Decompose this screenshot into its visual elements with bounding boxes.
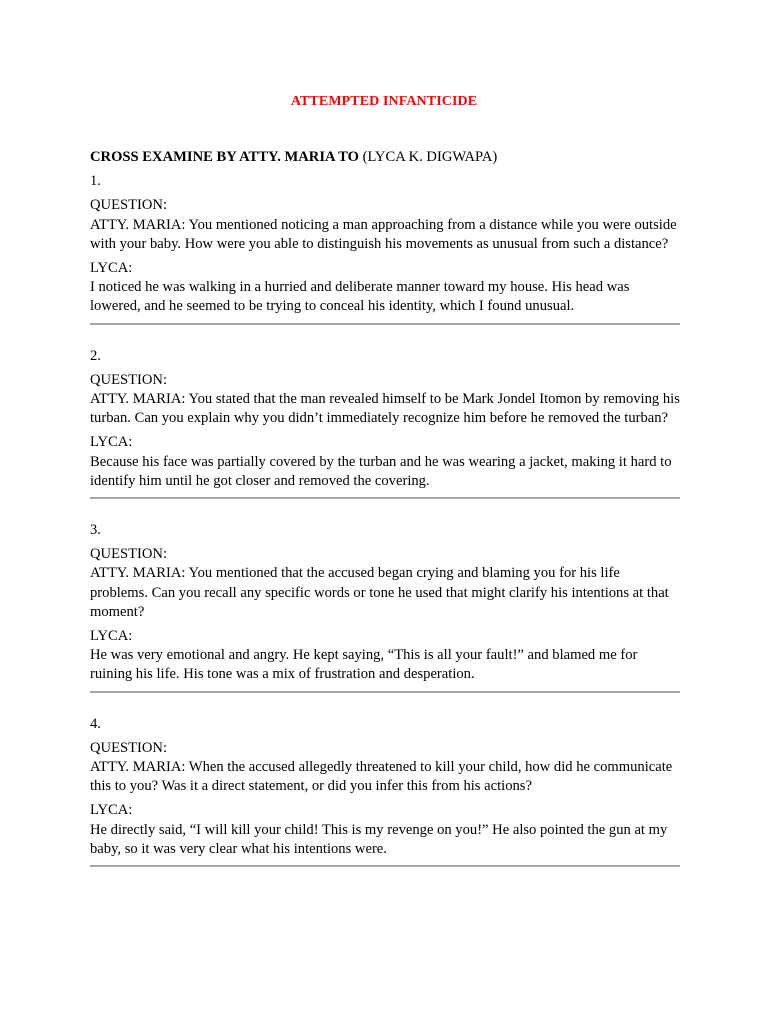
answer-text: I noticed he was walking in a hurried and deliberate manner toward my house. His head was lowered, and he seemed to be trying to conceal his identity, which I found unusual. — [90, 279, 630, 315]
section-divider — [90, 497, 680, 499]
section-divider — [90, 323, 680, 325]
section-divider — [90, 865, 680, 867]
qa-number: 4. — [90, 715, 101, 732]
qa-item — [90, 715, 680, 867]
question-text: ATTY. MARIA: You mentioned that the accused began crying and blaming you for his life problems. Can you recall any specific words or tone he used that might clarify his intentions at that moment? — [90, 565, 669, 620]
question-label: QUESTION: — [90, 739, 168, 756]
qa-item — [90, 521, 680, 693]
heading-witness: (LYCA K. DIGWAPA) — [358, 149, 498, 165]
qa-number: 1. — [90, 173, 101, 190]
qa-item — [90, 347, 680, 499]
cross-examination-heading — [90, 148, 680, 167]
answer-text: He was very emotional and angry. He kept saying, “This is all your fault!” and blamed me for ruining his life. His tone was a mix of frustration and desperation. — [90, 647, 638, 683]
question-label: QUESTION: — [90, 371, 168, 388]
section-divider — [90, 691, 680, 693]
answer-label: LYCA: — [90, 802, 133, 819]
qa-number: 2. — [90, 347, 101, 364]
answer-text: He directly said, “I will kill your child! This is my revenge on you!” He also pointed the gun at my baby, so it was very clear what his intentions were. — [90, 821, 668, 857]
question-label: QUESTION: — [90, 197, 168, 214]
answer-text: Because his face was partially covered by the turban and he was wearing a jacket, making it hard to identify him until he got closer and removed the covering. — [90, 453, 672, 489]
qa-number: 3. — [90, 522, 101, 539]
question-text: ATTY. MARIA: You mentioned noticing a man approaching from a distance while you were outside with your baby. How were you able to distinguish his movements as unusual from such a distance? — [90, 216, 677, 252]
question-text: ATTY. MARIA: You stated that the man revealed himself to be Mark Jondel Itomon by removing his turban. Can you explain why you didn’t immediately recognize him before he removed the turban? — [90, 391, 680, 427]
question-label: QUESTION: — [90, 546, 168, 563]
document-title: ATTEMPTED INFANTICIDE — [290, 94, 478, 109]
heading-examiner: CROSS EXAMINE BY ATTY. MARIA TO — [90, 149, 359, 165]
answer-label: LYCA: — [90, 628, 133, 645]
document-body — [90, 148, 680, 889]
question-text: ATTY. MARIA: When the accused allegedly threatened to kill your child, how did he communicate this to you? Was it a direct statement, or did you infer this from his actions? — [90, 759, 673, 795]
qa-item — [90, 172, 680, 324]
answer-label: LYCA: — [90, 434, 133, 451]
answer-label: LYCA: — [90, 260, 133, 277]
